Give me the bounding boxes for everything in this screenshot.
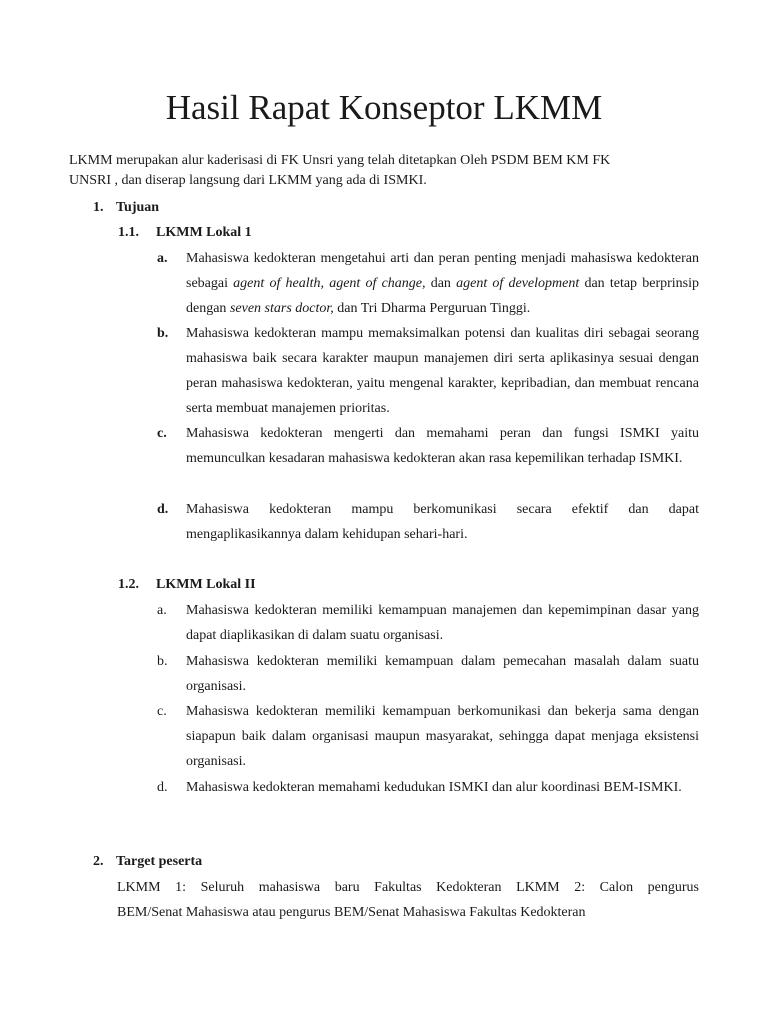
subsection-title: LKMM Lokal 1 (156, 225, 252, 240)
intro-line: UNSRI , dan diserap langsung dari LKMM yang ada di ISMKI. (69, 173, 427, 188)
list-item-text: Mahasiswa kedokteran mengerti dan memahami peran dan fungsi ISMKI yaitu memunculkan kesadaran mahasiswa kedokteran akan rasa kepemilikan terhadap ISMKI. (186, 426, 699, 466)
section-heading-tujuan (93, 198, 159, 218)
list-marker: c. (157, 426, 167, 441)
section-heading-target-peserta (93, 852, 202, 872)
section-number: 2. (93, 854, 104, 869)
italic-run: seven stars doctor, (229, 301, 334, 316)
list-item-text: Mahasiswa kedokteran memiliki kemampuan manajemen dan kepemimpinan dasar yang dapat diaplikasikan di dalam suatu organisasi. (186, 603, 699, 643)
text-run: Mahasiswa kedokteran mengetahui arti dan peran penting menjadi mahasiswa kedokteran sebagai (186, 251, 699, 291)
intro-line: LKMM merupakan alur kaderisasi di FK Unsri yang telah ditetapkan Oleh PSDM BEM KM FK (69, 153, 611, 168)
list-item (157, 246, 699, 321)
list-item (157, 775, 699, 800)
subsection-heading-lkmm-lokal-1 (118, 223, 252, 243)
list-marker: d. (157, 780, 168, 795)
italic-run: agent of development (456, 276, 580, 291)
list-item (157, 497, 699, 547)
list-item (157, 421, 699, 471)
subsection-title: LKMM Lokal II (156, 577, 256, 592)
list-item-text: Mahasiswa kedokteran memahami kedudukan ISMKI dan alur koordinasi BEM-ISMKI. (186, 780, 682, 795)
list-item-text (186, 246, 699, 321)
subsection-number: 1.1. (118, 225, 139, 240)
intro-paragraph (69, 151, 709, 191)
list-marker: d. (157, 502, 169, 517)
list-item (157, 598, 699, 648)
list-item-text: Mahasiswa kedokteran mampu berkomunikasi secara efektif dan dapat mengaplikasikannya dalam kehidupan sehari-hari. (186, 502, 699, 542)
italic-run: agent of health, agent of change, (233, 276, 426, 291)
paragraph-line: LKMM 1: Seluruh mahasiswa baru Fakultas Kedokteran LKMM 2: Calon pengurus (117, 880, 699, 895)
list-marker: a. (157, 251, 168, 266)
list-item-text: Mahasiswa kedokteran mampu memaksimalkan potensi dan kualitas diri sebagai seorang mahasiswa baik secara karakter maupun manajemen diri serta aplikasinya sesuai dengan peran mahasiswa kedokteran, yaitu mengenal karakter, kepribadian, dan membuat rencana serta membuat manajemen prioritas. (186, 326, 699, 416)
target-peserta-paragraph (117, 875, 699, 925)
section-number: 1. (93, 200, 104, 215)
text-run: dan (425, 276, 457, 291)
list-marker: b. (157, 326, 169, 341)
list-marker: b. (157, 654, 168, 669)
list-item (157, 649, 699, 699)
list-item (157, 699, 699, 774)
paragraph-line: BEM/Senat Mahasiswa atau pengurus BEM/Senat Mahasiswa Fakultas Kedokteran (117, 905, 586, 920)
list-marker: a. (157, 603, 167, 618)
text-run: dan tetap berprinsip dengan (186, 276, 699, 316)
list-item-text: Mahasiswa kedokteran memiliki kemampuan dalam pemecahan masalah dalam suatu organisasi. (186, 654, 699, 694)
subsection-number: 1.2. (118, 577, 139, 592)
document-title: Hasil Rapat Konseptor LKMM (165, 88, 603, 127)
list-item-text: Mahasiswa kedokteran memiliki kemampuan berkomunikasi dan bekerja sama dengan siapapun baik dalam organisasi maupun masyarakat, sehingga dapat menjaga eksistensi organisasi. (186, 704, 699, 769)
section-title: Tujuan (116, 200, 160, 215)
text-run: dan Tri Dharma Perguruan Tinggi. (333, 301, 531, 316)
list-marker: c. (157, 704, 167, 719)
subsection-heading-lkmm-lokal-ii (118, 575, 256, 595)
section-title: Target peserta (116, 854, 203, 869)
list-item (157, 321, 699, 421)
